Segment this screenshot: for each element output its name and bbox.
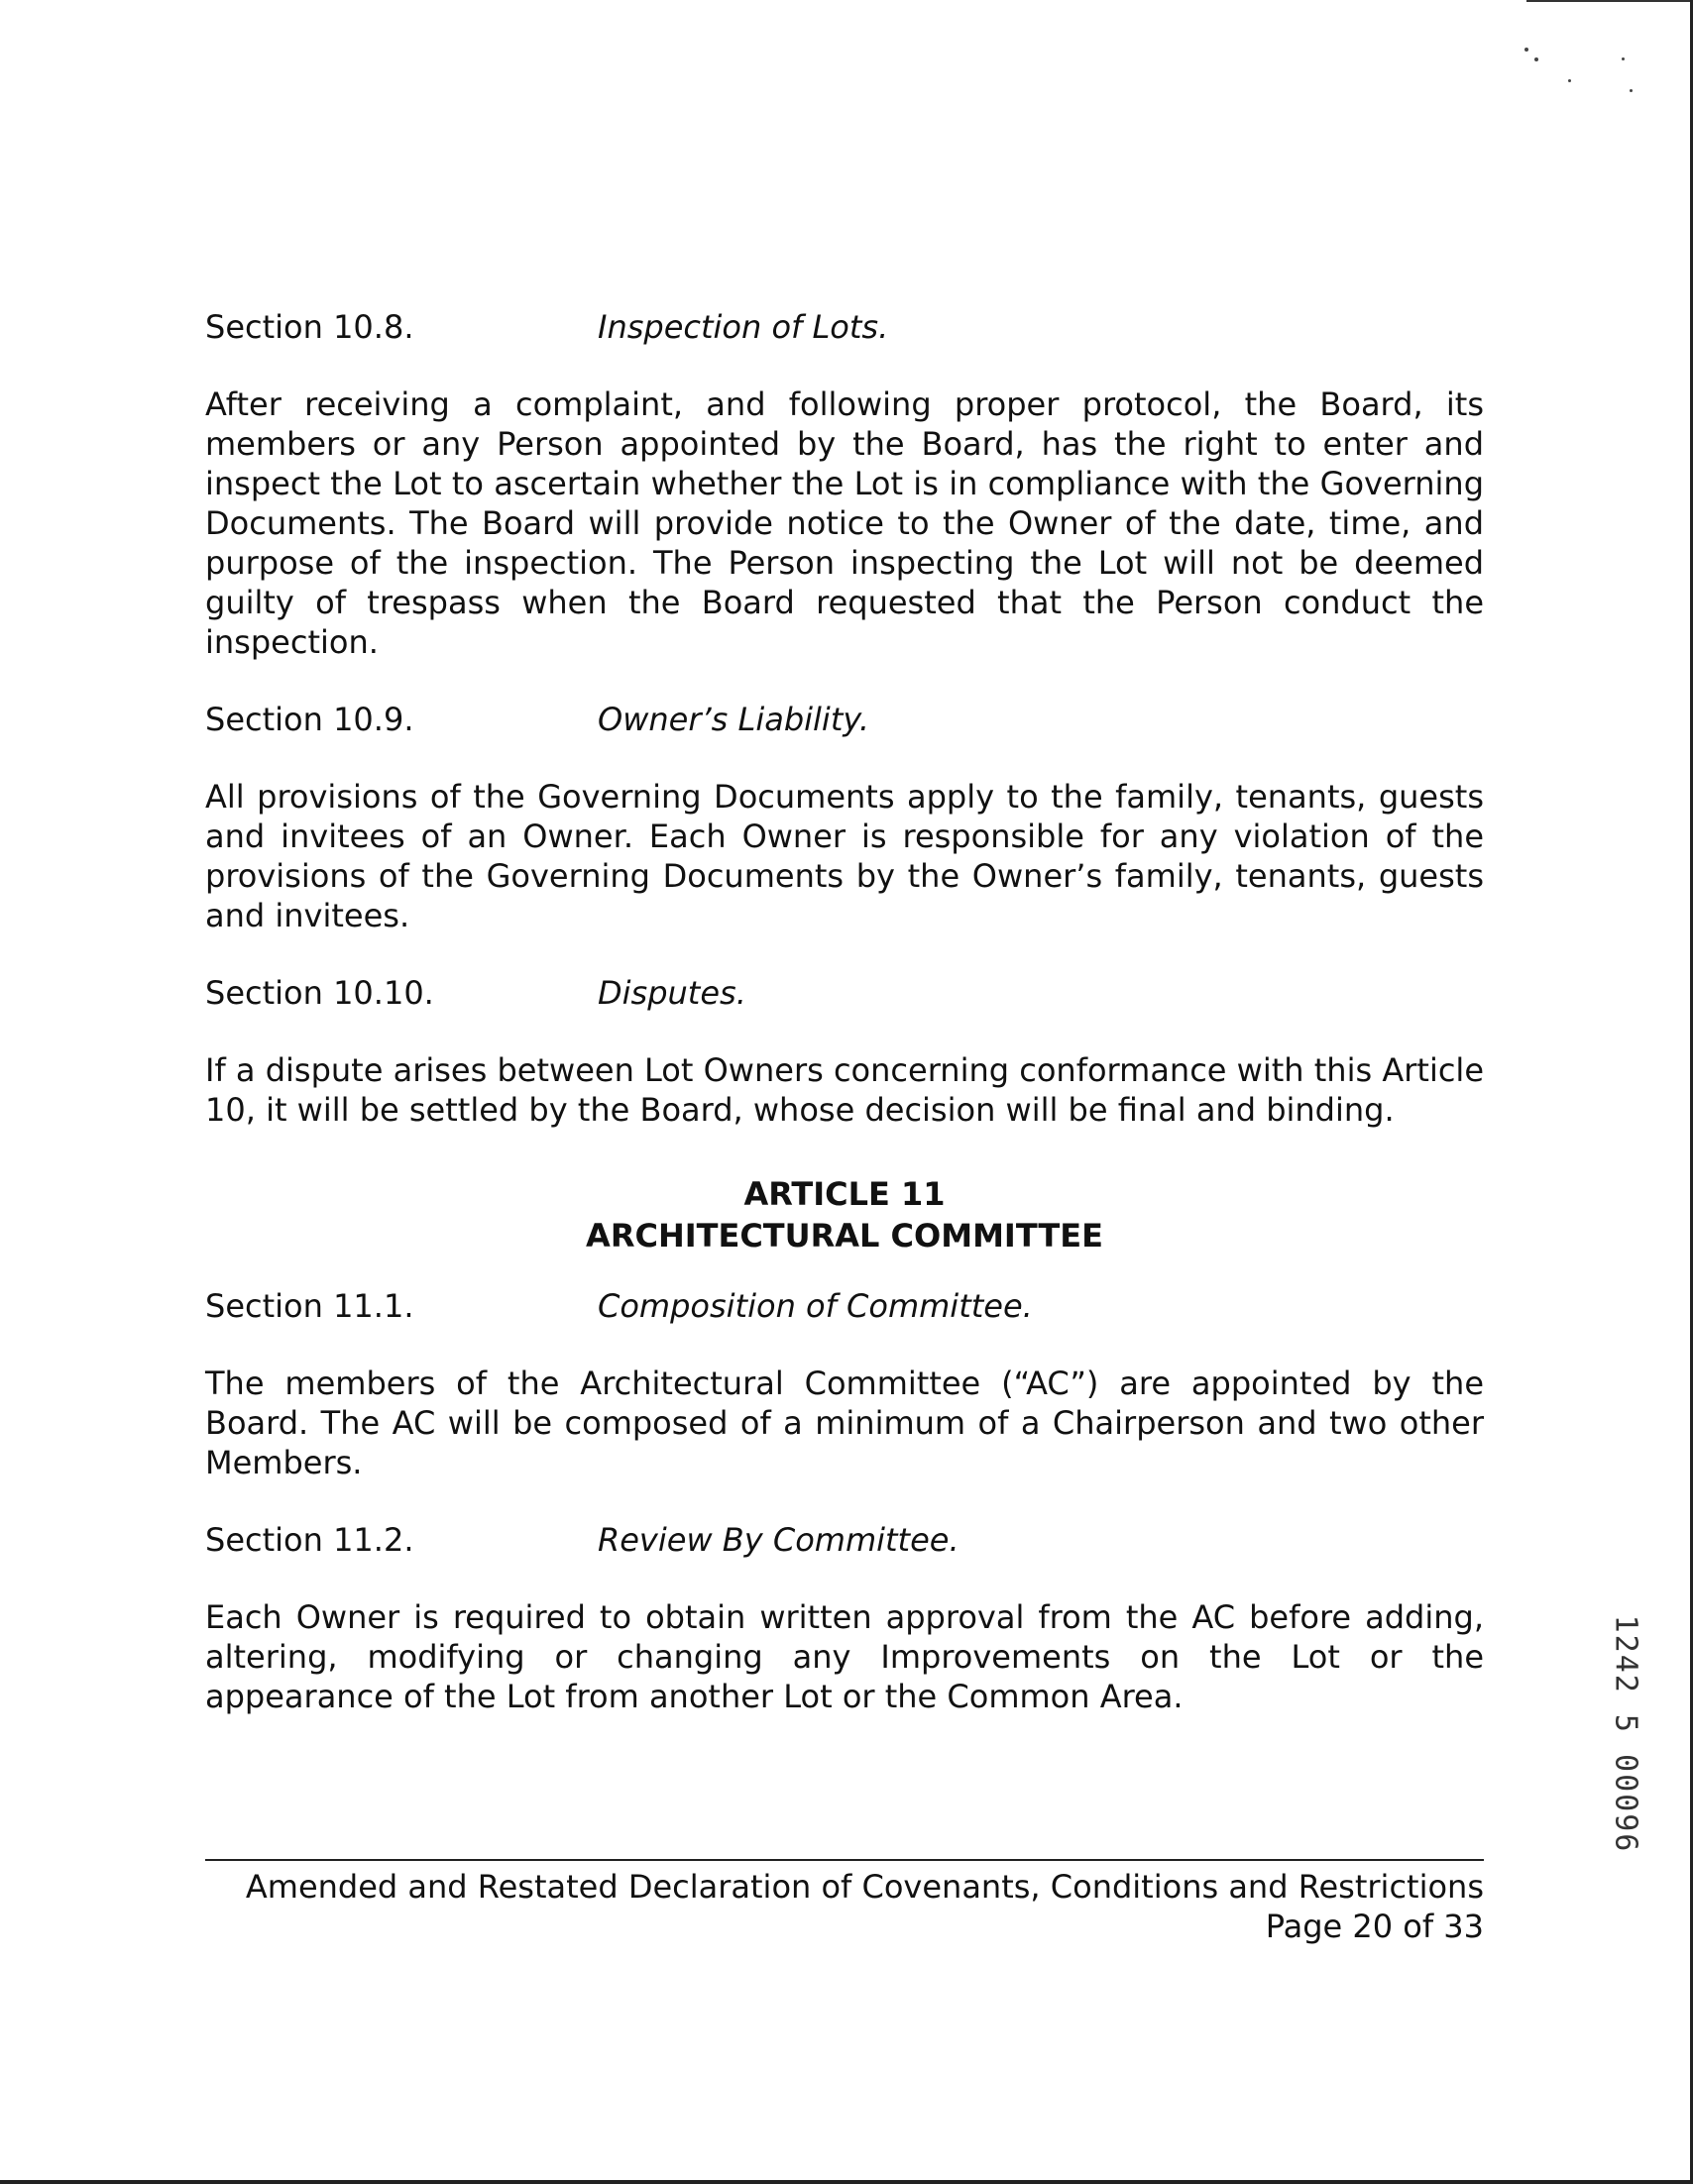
article-heading (205, 1173, 1484, 1256)
section-number: Section 11.1. (205, 1287, 414, 1325)
section-paragraph: After receiving a complaint, and following proper protocol, the Board, its members or any Person appointed by the Board, has the right to enter and inspect the Lot to ascertain whether the Lot is in compliance with the Governing Documents. The Board will provide notice to the Owner of the date, time, and purpose of the inspection. The Person inspecting the Lot will not be deemed guilty of trespass when the Board requested that the Person conduct the inspection. (205, 385, 1484, 661)
footer-document-title: Amended and Restated Declaration of Covenants, Conditions and Restrictions (245, 1868, 1484, 1906)
article-title: ARCHITECTURAL COMMITTEE (586, 1217, 1103, 1255)
section-heading (205, 1286, 1484, 1326)
page-footer (205, 1867, 1484, 1946)
section-title: Disputes. (598, 974, 746, 1012)
section-title: Inspection of Lots. (598, 308, 889, 346)
bates-stamp (1606, 1595, 1645, 1873)
document-body (205, 307, 1484, 1716)
scan-artifact-line (1526, 0, 1693, 2)
section-number: Section 11.2. (205, 1521, 414, 1559)
section-number: Section 10.9. (205, 701, 414, 738)
bates-number: 1242 5 00096 (1608, 1614, 1643, 1854)
scan-speck (1568, 79, 1571, 82)
section-heading (205, 700, 1484, 739)
article-number: ARTICLE 11 (743, 1175, 946, 1213)
footer-page-number: Page 20 of 33 (1265, 1908, 1484, 1945)
section-heading (205, 1520, 1484, 1560)
section-number: Section 10.8. (205, 308, 414, 346)
section-heading (205, 307, 1484, 347)
scan-speck (1524, 48, 1528, 52)
section-heading (205, 973, 1484, 1013)
section-paragraph: If a dispute arises between Lot Owners concerning conformance with this Article 10, it will be settled by the Board, whose decision will be final and binding. (205, 1051, 1484, 1129)
scan-speck (1622, 57, 1625, 60)
section-paragraph: Each Owner is required to obtain written approval from the AC before adding, altering, modifying or changing any Improvements on the Lot or the appearance of the Lot from another Lot or the Common Area. (205, 1598, 1484, 1715)
section-number: Section 10.10. (205, 974, 434, 1012)
scan-speck (1534, 57, 1538, 61)
section-title: Composition of Committee. (598, 1287, 1033, 1325)
scan-border-bottom (0, 2180, 1693, 2184)
section-paragraph: All provisions of the Governing Documents apply to the family, tenants, guests and invitees of an Owner. Each Owner is responsible for any violation of the provisions of the Governing Documents by the Owner’s family, tenants, guests and invitees. (205, 778, 1484, 934)
section-title: Review By Committee. (598, 1521, 959, 1559)
section-title: Owner’s Liability. (598, 701, 869, 738)
section-paragraph: The members of the Architectural Committee (“AC”) are appointed by the Board. The AC will be composed of a minimum of a Chairperson and two other Members. (205, 1365, 1484, 1481)
scan-speck (1630, 89, 1633, 92)
footer-divider (205, 1859, 1484, 1861)
